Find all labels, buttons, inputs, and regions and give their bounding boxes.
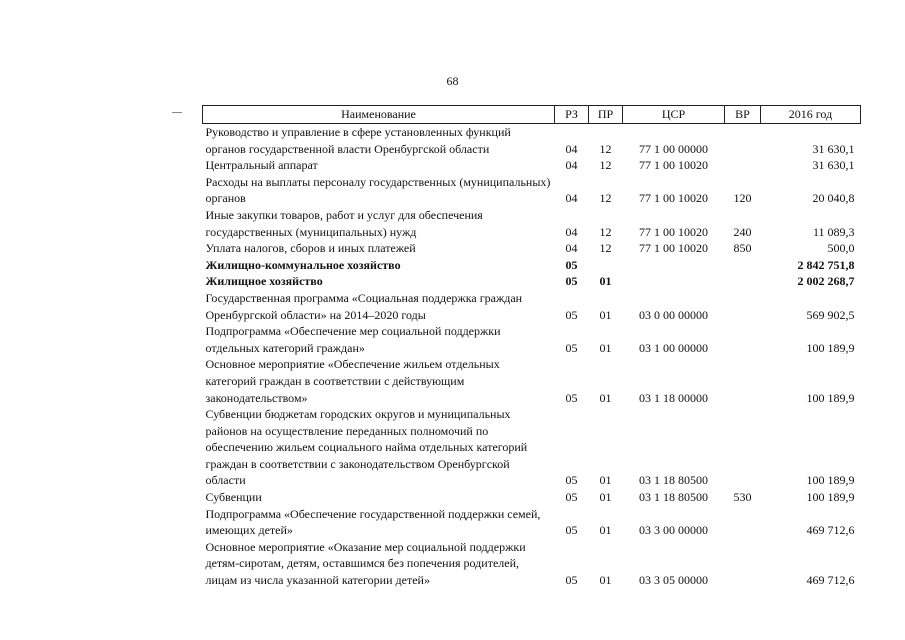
cell-csr: 03 3 05 00000: [639, 573, 708, 588]
cell-rz: 05: [565, 274, 578, 289]
header-year: 2016 год: [761, 106, 861, 124]
table-row: [203, 124, 861, 158]
cell-rz: 04: [565, 224, 578, 239]
cell-pr: 01: [599, 573, 612, 588]
cell-csr: 03 1 18 80500: [639, 490, 708, 505]
cell-name: Основное мероприятие «Оказание мер социальной поддержки детям-сиротам, детям, оставшимся без попечения родителей, лицам из числа указанной категории детей»: [205, 539, 526, 588]
cell-name: Государственная программа «Социальная поддержка граждан Оренбургской области» на 2014–2020 годы: [205, 290, 523, 322]
cell-rz: 04: [565, 141, 578, 156]
cell-csr: 03 0 00 00000: [639, 307, 708, 322]
cell-sum: 100 189,9: [806, 390, 855, 405]
cell-vr: [725, 157, 761, 174]
cell-vr: 530: [733, 490, 752, 505]
cell-name: Жилищное хозяйство: [205, 274, 323, 289]
table-row: [203, 240, 861, 257]
cell-name: Иные закупки товаров, работ и услуг для обеспечения государственных (муниципальных) нужд: [205, 207, 483, 239]
table-row: [203, 207, 861, 240]
header-rz: РЗ: [555, 106, 589, 124]
cell-vr: [725, 406, 761, 489]
cell-vr: [725, 290, 761, 323]
table-row: [203, 489, 861, 506]
table-body: [203, 124, 861, 589]
cell-vr: [725, 257, 761, 274]
cell-pr: 12: [599, 191, 612, 206]
cell-rz: 05: [565, 573, 578, 588]
cell-vr: [725, 539, 761, 589]
table-row: [203, 356, 861, 406]
cell-rz: 05: [565, 523, 578, 538]
cell-rz: 05: [565, 257, 578, 272]
table-row: [203, 406, 861, 489]
cell-rz: 05: [565, 473, 578, 488]
table-row: [203, 539, 861, 589]
margin-mark: [172, 112, 182, 113]
cell-vr: [725, 356, 761, 406]
table-row: [203, 506, 861, 539]
cell-name: Уплата налогов, сборов и иных платежей: [205, 241, 416, 256]
cell-csr: 77 1 00 10020: [639, 191, 708, 206]
cell-sum: 100 189,9: [806, 473, 855, 488]
cell-pr: 01: [599, 340, 612, 355]
table-row: [203, 323, 861, 356]
cell-csr: 03 1 00 00000: [639, 340, 708, 355]
cell-rz: 05: [565, 490, 578, 505]
cell-sum: 11 089,3: [812, 224, 855, 239]
cell-vr: [725, 273, 761, 290]
cell-vr: 240: [733, 224, 752, 239]
cell-sum: 31 630,1: [812, 141, 855, 156]
cell-csr: 77 1 00 10020: [639, 224, 708, 239]
cell-sum: 2 002 268,7: [797, 274, 855, 289]
cell-pr: 12: [599, 224, 612, 239]
cell-rz: 05: [565, 307, 578, 322]
cell-rz: 04: [565, 158, 578, 173]
cell-name: Центральный аппарат: [205, 158, 318, 173]
budget-table: [202, 105, 861, 589]
cell-sum: 100 189,9: [806, 490, 855, 505]
cell-sum: 469 712,6: [806, 523, 855, 538]
header-vr: ВР: [725, 106, 761, 124]
header-csr: ЦСР: [623, 106, 725, 124]
cell-name: Субвенции бюджетам городских округов и муниципальных районов на осуществление переданных полномочий по обеспечению жильем социального найма отдельных категорий граждан в соответствии с законодательством Оренбургской области: [205, 407, 528, 488]
cell-rz: 05: [565, 390, 578, 405]
cell-sum: 2 842 751,8: [797, 257, 855, 272]
cell-csr: [623, 257, 725, 274]
cell-pr: 01: [599, 274, 612, 289]
cell-pr: 01: [599, 390, 612, 405]
cell-pr: 01: [599, 523, 612, 538]
cell-pr: [589, 257, 623, 274]
cell-name: Субвенции: [205, 490, 262, 505]
cell-csr: 77 1 00 00000: [639, 141, 708, 156]
cell-pr: 12: [599, 158, 612, 173]
cell-name: Основное мероприятие «Обеспечение жильем отдельных категорий граждан в соответствии с действующим законодательством»: [205, 357, 500, 405]
cell-sum: 100 189,9: [806, 340, 855, 355]
cell-rz: 04: [565, 191, 578, 206]
cell-name: Жилищно-коммунальное хозяйство: [205, 257, 401, 272]
cell-csr: 77 1 00 10020: [639, 158, 708, 173]
header-pr: ПР: [589, 106, 623, 124]
cell-vr: 850: [733, 241, 752, 256]
table-row: [203, 174, 861, 207]
cell-csr: 03 1 18 00000: [639, 390, 708, 405]
header-name: Наименование: [203, 106, 555, 124]
page-number: 68: [446, 74, 459, 88]
cell-sum: 569 902,5: [806, 307, 855, 322]
cell-name: Руководство и управление в сфере установленных функций органов государственной власти Оренбургской области: [205, 125, 511, 156]
cell-csr: [623, 273, 725, 290]
cell-vr: [725, 323, 761, 356]
cell-name: Подпрограмма «Обеспечение мер социальной поддержки отдельных категорий граждан»: [205, 324, 501, 355]
cell-csr: 03 1 18 80500: [639, 473, 708, 488]
cell-sum: 500,0: [827, 241, 855, 256]
cell-name: Расходы на выплаты персоналу государственных (муниципальных) органов: [205, 174, 551, 206]
cell-vr: [725, 506, 761, 539]
cell-pr: 12: [599, 241, 612, 256]
cell-csr: 77 1 00 10020: [639, 241, 708, 256]
table-row: [203, 290, 861, 323]
cell-pr: 01: [599, 307, 612, 322]
cell-vr: [725, 124, 761, 158]
cell-pr: 01: [599, 490, 612, 505]
cell-sum: 469 712,6: [806, 573, 855, 588]
cell-vr: 120: [733, 191, 752, 206]
cell-rz: 05: [565, 340, 578, 355]
cell-pr: 12: [599, 141, 612, 156]
table-row: [203, 157, 861, 174]
cell-csr: 03 3 00 00000: [639, 523, 708, 538]
table-header-row: [203, 106, 861, 124]
cell-rz: 04: [565, 241, 578, 256]
cell-name: Подпрограмма «Обеспечение государственной поддержки семей, имеющих детей»: [205, 506, 541, 538]
table-row: [203, 257, 861, 274]
cell-sum: 31 630,1: [812, 158, 855, 173]
cell-sum: 20 040,8: [812, 191, 855, 206]
cell-pr: 01: [599, 473, 612, 488]
table-row: [203, 273, 861, 290]
